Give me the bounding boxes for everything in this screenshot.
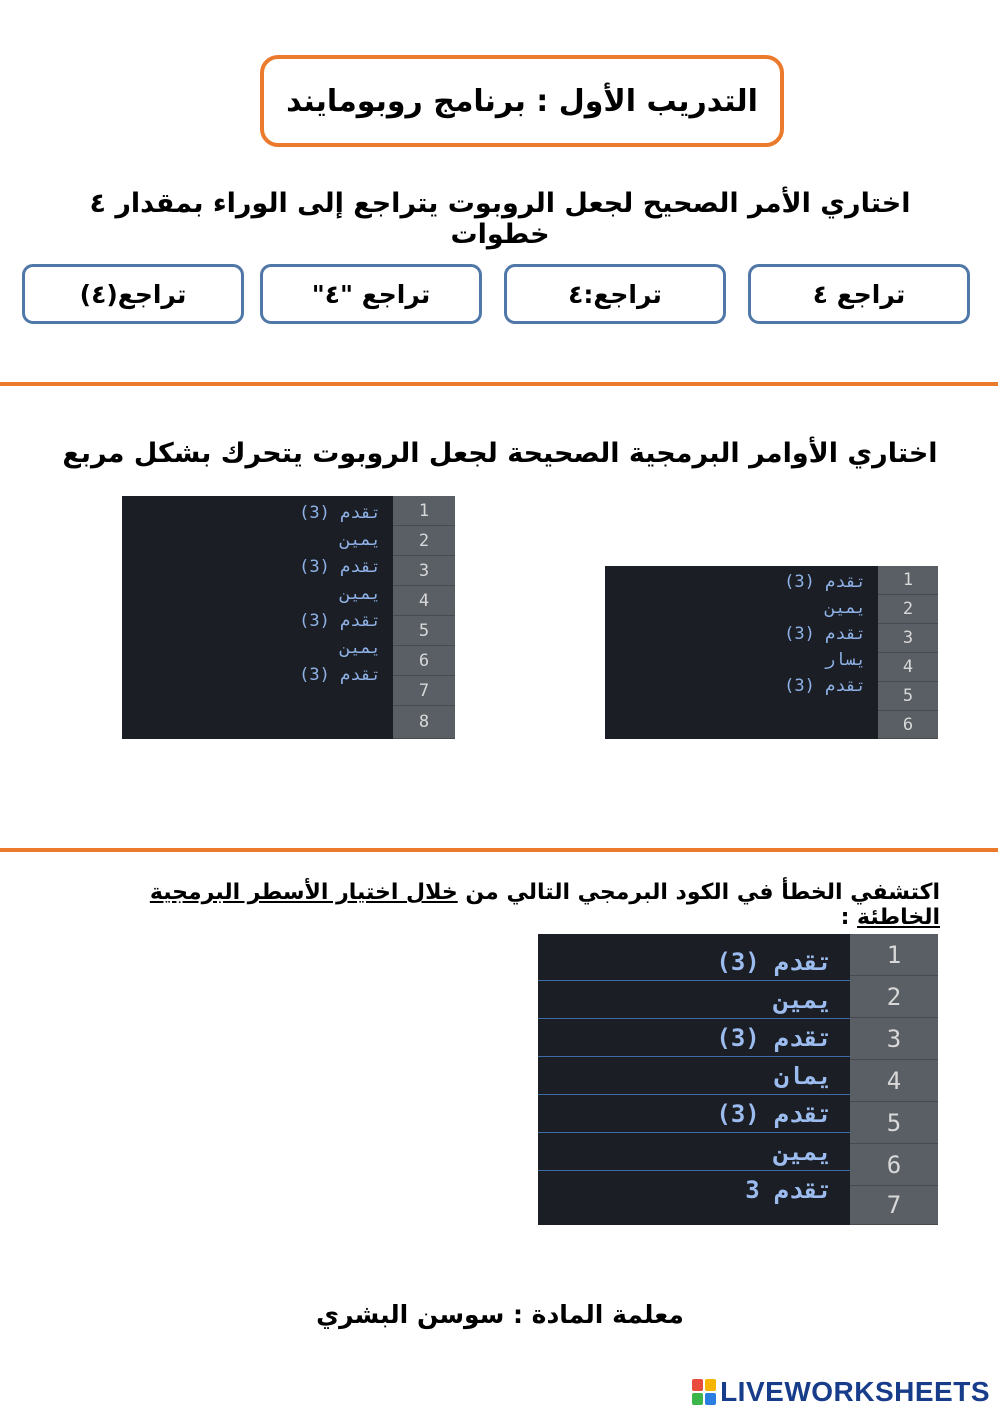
code-line[interactable]: تقدم (3) xyxy=(299,610,381,631)
code-line[interactable]: تقدم (3) xyxy=(784,572,866,592)
line-number: 6 xyxy=(878,711,938,739)
code-line[interactable]: تقدم (3) xyxy=(538,1095,850,1133)
code-block-a[interactable] xyxy=(122,496,455,739)
code-line[interactable]: يمين xyxy=(825,598,866,618)
code-block-b[interactable] xyxy=(605,566,938,739)
line-number: 4 xyxy=(878,653,938,682)
line-number: 4 xyxy=(850,1060,938,1102)
line-number: 2 xyxy=(393,526,455,556)
line-number-gutter xyxy=(878,566,938,739)
line-number: 1 xyxy=(850,934,938,976)
question-3-text xyxy=(60,880,940,930)
line-number: 1 xyxy=(878,566,938,595)
line-number: 5 xyxy=(878,682,938,711)
code-line[interactable]: تقدم (3) xyxy=(538,1019,850,1057)
code-line[interactable]: تقدم (3) xyxy=(784,624,866,644)
code-line[interactable]: يمين xyxy=(340,637,381,658)
code-line[interactable]: تقدم (3) xyxy=(299,556,381,577)
line-number: 7 xyxy=(393,676,455,706)
code-line[interactable]: يسار xyxy=(825,650,866,670)
line-number: 3 xyxy=(878,624,938,653)
code-line[interactable]: تقدم 3 xyxy=(745,1176,832,1204)
code-line[interactable]: يمان xyxy=(538,1057,850,1095)
line-number: 6 xyxy=(393,646,455,676)
code-block-c[interactable] xyxy=(538,934,938,1225)
line-number: 5 xyxy=(850,1102,938,1144)
option-4-button[interactable]: تراجع(٤) xyxy=(22,264,244,324)
option-3-button[interactable]: تراجع "٤" xyxy=(260,264,482,324)
question-3-text-before: اكتشفي الخطأ في الكود البرمجي التالي من xyxy=(457,880,940,905)
code-line[interactable]: يمين xyxy=(538,981,850,1019)
line-number: 4 xyxy=(393,586,455,616)
worksheet-title: التدريب الأول : برنامج روبومايند xyxy=(260,55,784,147)
option-2-button[interactable]: تراجع:٤ xyxy=(504,264,726,324)
line-number: 8 xyxy=(393,706,455,739)
question-1-text: اختاري الأمر الصحيح لجعل الروبوت يتراجع إلى الوراء بمقدار ٤ خطوات xyxy=(89,188,911,250)
logo-icon xyxy=(692,1379,716,1405)
line-number: 1 xyxy=(393,496,455,526)
question-3-text-underlined: خلال اختيار الأسطر البرمجية الخاطئة xyxy=(149,880,940,930)
line-number: 6 xyxy=(850,1144,938,1186)
option-1-button[interactable]: تراجع ٤ xyxy=(748,264,970,324)
line-number: 2 xyxy=(850,976,938,1018)
line-number: 5 xyxy=(393,616,455,646)
question-3-text-after: : xyxy=(840,905,858,930)
liveworksheets-logo xyxy=(692,1376,990,1408)
code-line[interactable]: تقدم (3) xyxy=(538,943,850,981)
line-number-gutter xyxy=(850,934,938,1225)
logo-text: LIVEWORKSHEETS xyxy=(720,1376,990,1407)
section-divider-1 xyxy=(0,382,998,386)
section-divider-2 xyxy=(0,848,998,852)
line-number: 3 xyxy=(393,556,455,586)
question-2-text: اختاري الأوامر البرمجية الصحيحة لجعل الروبوت يتحرك بشكل مربع xyxy=(62,438,938,469)
line-number: 7 xyxy=(850,1186,938,1225)
teacher-name: معلمة المادة : سوسن البشري xyxy=(316,1300,684,1329)
line-number: 2 xyxy=(878,595,938,624)
line-number-gutter xyxy=(393,496,455,739)
code-line[interactable]: يمين xyxy=(340,529,381,550)
code-line[interactable]: تقدم (3) xyxy=(299,502,381,523)
code-line[interactable]: تقدم (3) xyxy=(299,664,381,685)
code-line[interactable]: يمين xyxy=(538,1133,850,1171)
line-number: 3 xyxy=(850,1018,938,1060)
code-line[interactable]: تقدم (3) xyxy=(784,676,866,696)
code-line[interactable]: يمين xyxy=(340,583,381,604)
